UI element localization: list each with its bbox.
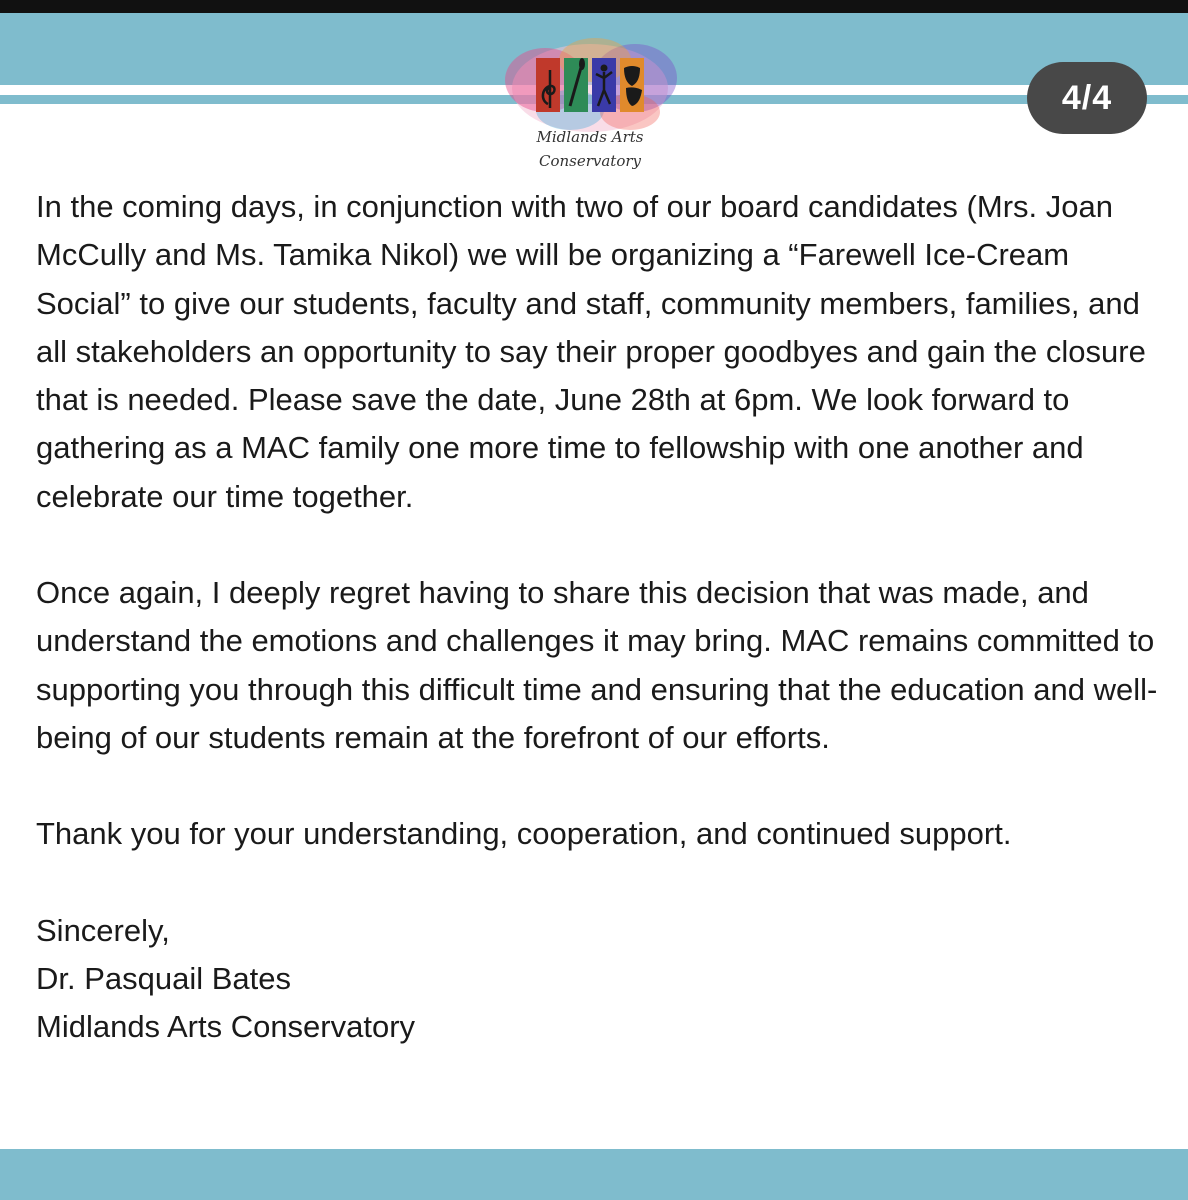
letter-paragraph-1: In the coming days, in conjunction with two of our board candidates (Mrs. Joan McCully and Ms. Tamika Nikol) we will be organizing a “Farewell Ice-Cream Social” to give our students, faculty and staff, community members, families, and all stakeholders an opportunity to say their proper goodbyes and gain the closure that is needed. Please save the date, June 28th at 6pm. We look forward to gathering as a MAC family one more time to fellowship with one another and celebrate our time together. [36,189,1146,514]
logo-art-icon [500,30,680,140]
letter-paragraph-2: Once again, I deeply regret having to share this decision that was made, and understand the emotions and challenges it may bring. MAC remains committed to supporting you through this difficult time and ensuring that the education and well-being of our students remain at the forefront of our efforts. [36,575,1158,755]
paragraph-gap [36,859,1166,907]
letter-paragraph-3: Thank you for your understanding, cooperation, and continued support. [36,816,1012,852]
signer-organization: Midlands Arts Conservatory [36,1009,416,1045]
conservatory-logo [500,30,680,180]
logo-text-line2: Conservatory [538,152,642,170]
signer-name: Dr. Pasquail Bates [36,960,292,996]
letter-body [36,183,1166,1051]
footer-band [0,1149,1188,1200]
page-counter-badge: 4/4 [1027,62,1147,134]
letter-closing: Sincerely, [36,912,170,948]
paragraph-gap [36,521,1166,569]
logo-text-line1: Midlands Arts [536,128,644,146]
paragraph-gap [36,762,1166,810]
top-dark-bar [0,0,1188,13]
signature-block [36,907,1166,1052]
